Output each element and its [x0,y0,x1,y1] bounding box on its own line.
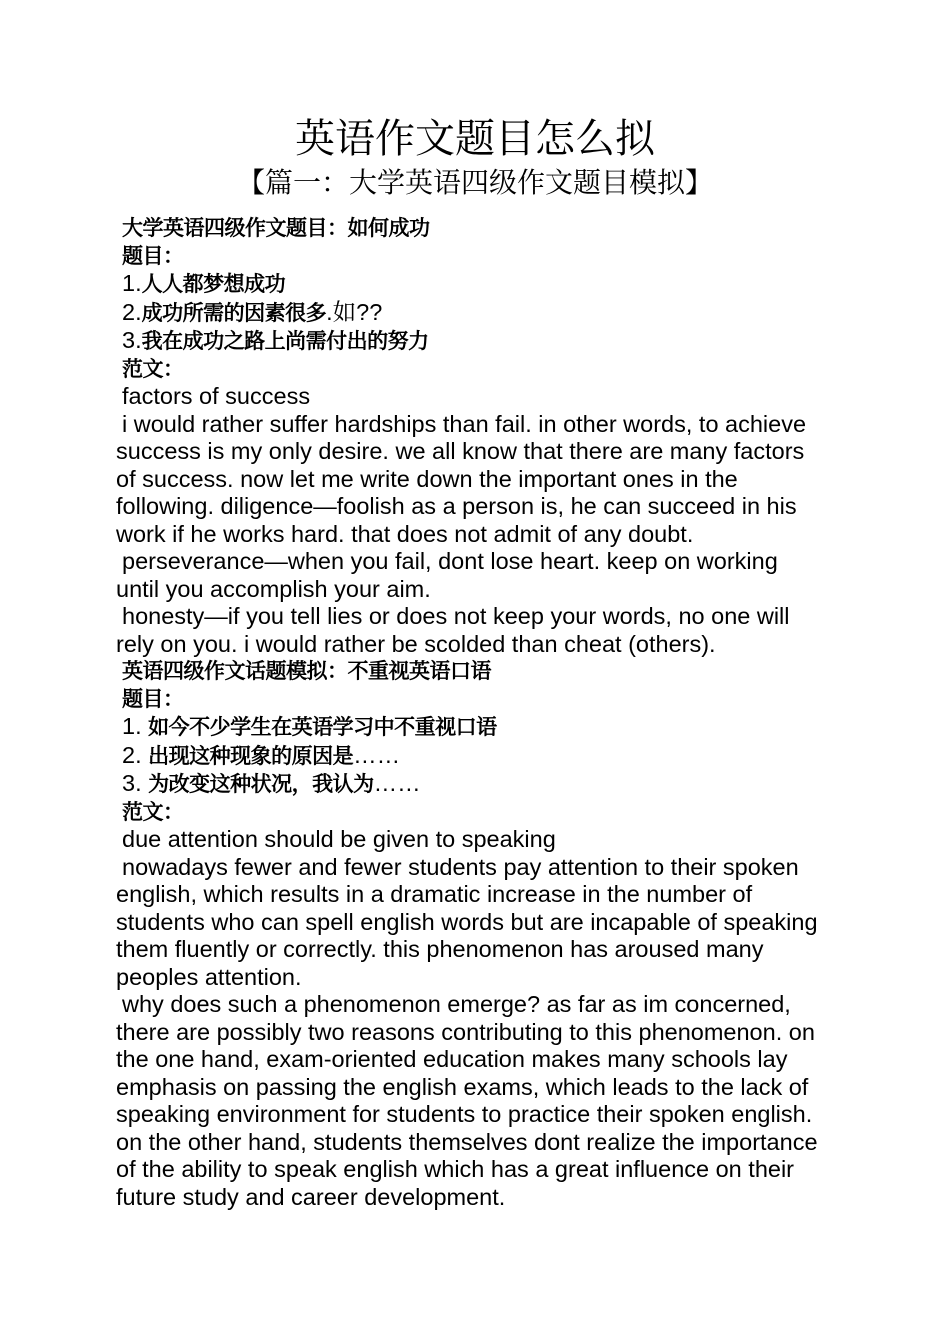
essay-line: rely on you. i would rather be scolded than cheat (others). [116,630,716,657]
essay-line: success is my only desire. we all know that there are many factors [116,438,805,464]
section1-heading: 大学英语四级作文题目：如何成功 [122,216,430,240]
essay-line: there are possibly two reasons contributing to this phenomenon. on [116,1018,815,1045]
document-body [116,215,836,1211]
essay-line: students who can spell english words but are incapable of speaking [116,908,818,935]
point-number: 3. [122,770,149,796]
point-number: 2. [122,741,149,768]
section1-point-3 [116,327,836,356]
point-text: 如今不少学生在英语学习中不重视口语 [148,715,497,739]
point-text: 成功所需的因素很多 [141,300,327,325]
point-text: 出现这种现象的原因是 [148,743,354,768]
section2-essay-title: due attention should be given to speaking [122,826,556,852]
point-text: 人人都梦想成功 [141,272,286,296]
point-text: 为改变这种状况，我认为 [148,772,374,796]
essay-line: of success. now let me write down the important ones in the [116,465,738,492]
point-tail: …… [353,741,401,768]
essay-line: perseverance—when you fail, dont lose heart. keep on working [122,548,778,574]
point-number: 1. [122,713,149,739]
section2-point-2 [116,742,836,771]
section1-essay-label: 范文： [122,356,184,381]
section1-point-1 [116,270,836,299]
essay-line: following. diligence—foolish as a person is, he can succeed in his [116,493,797,519]
essay-line: them fluently or correctly. this phenomenon has aroused many [116,936,764,962]
point-text: 我在成功之路上尚需付出的努力 [141,329,429,353]
section2-point-1 [116,713,836,742]
essay-line: nowadays fewer and fewer students pay attention to their spoken [122,853,799,880]
section2-point-3 [116,770,836,799]
point-number: 2. [122,298,142,325]
essay-line: english, which results in a dramatic increase in the number of [116,881,753,907]
point-tail: …… [373,770,421,796]
essay-line: on the other hand, students themselves dont realize the importance [116,1128,818,1155]
section1-topic-label: 题目： [122,243,184,268]
essay-line: honesty—if you tell lies or does not keep your words, no one will [122,603,790,629]
document-title: 英语作文题目怎么拟 [295,116,655,162]
essay-line: peoples attention. [116,963,302,990]
point-number: 1. [122,270,142,296]
point-number: 3. [122,327,142,353]
essay-line: work if he works hard. that does not admit of any doubt. [116,520,694,547]
essay-line: why does such a phenomenon emerge? as far as im concerned, [122,991,791,1017]
essay-line: the one hand, exam-oriented education makes many schools lay [116,1046,788,1072]
essay-line: until you accomplish your aim. [116,575,431,602]
section1-essay-title: factors of success [122,383,311,409]
section2-essay-label: 范文： [122,799,184,824]
essay-line: emphasis on passing the english exams, which leads to the lack of [116,1073,809,1100]
essay-line: i would rather suffer hardships than fail. in other words, to achieve [122,410,807,437]
point-tail: .如?? [326,298,383,325]
section1-point-2 [116,299,836,328]
section2-heading: 英语四级作文话题模拟：不重视英语口语 [122,659,491,683]
section2-topic-label: 题目： [122,686,184,711]
essay-line: future study and career development. [116,1183,506,1210]
essay-line: speaking environment for students to practice their spoken english. [116,1101,813,1127]
document-subtitle: 【篇一：大学英语四级作文题目模拟】 [236,166,713,199]
essay-line: of the ability to speak english which has a great influence on their [116,1156,795,1182]
